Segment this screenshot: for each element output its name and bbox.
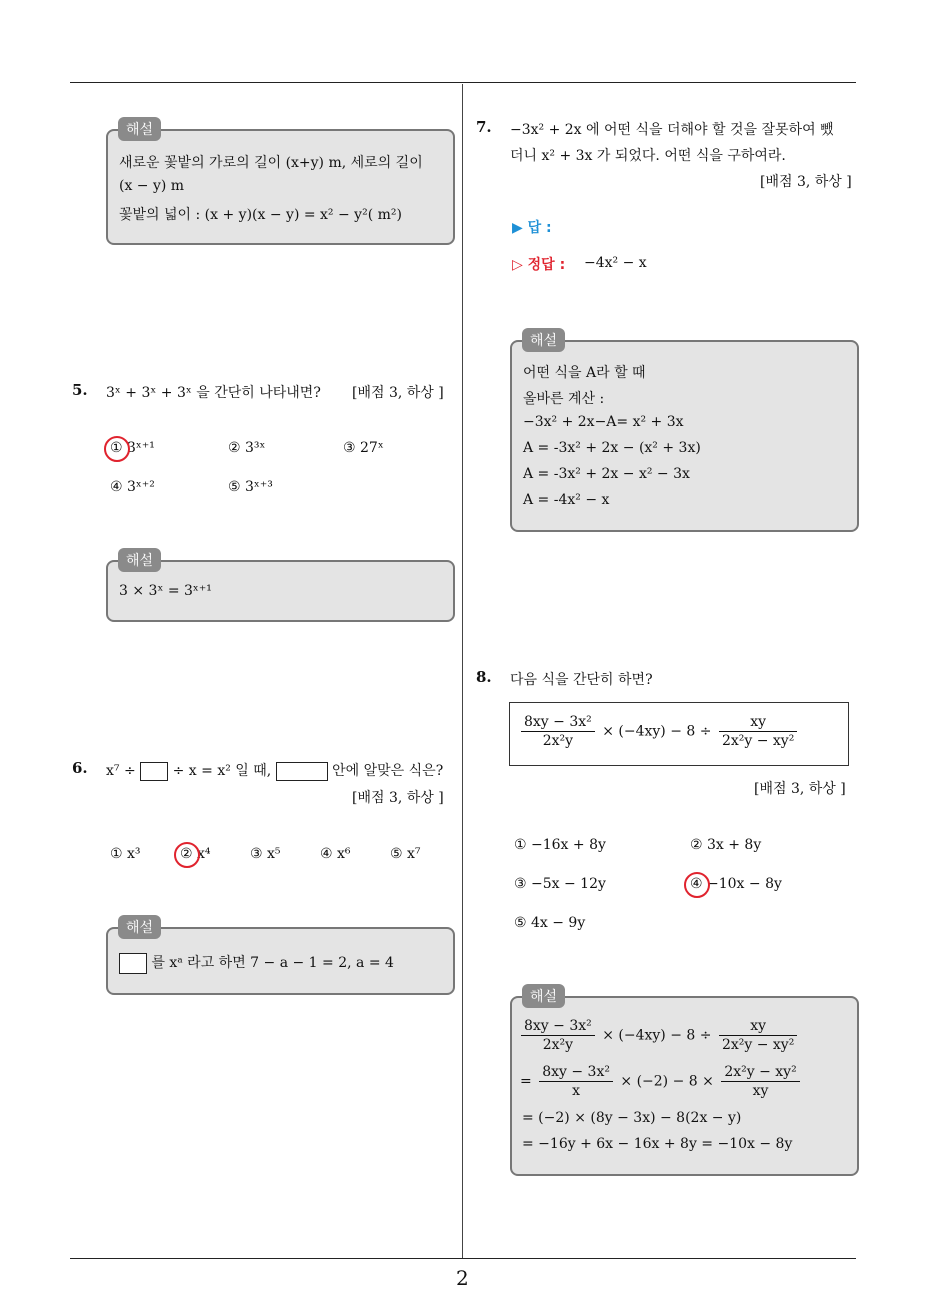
choice-5[interactable]: ⑤ 3ˣ⁺³	[228, 479, 273, 495]
solution-part: × (−4xy) − 8 ÷	[602, 1027, 712, 1044]
question-part: x⁷ ÷	[106, 763, 136, 779]
solution-part: =	[520, 1073, 532, 1090]
solution-text: 꽃밭의 넓이 : (x + y)(x − y) = x² − y²( m²)	[119, 207, 402, 223]
question-text: 더니 x² + 3x 가 되었다. 어떤 식을 구하여라.	[510, 148, 786, 164]
solution-text: 어떤 식을 A라 할 때	[523, 365, 646, 381]
solution-tag: 해설	[522, 328, 565, 352]
solution-tag: 해설	[118, 117, 161, 141]
solution-text: A = -4x² − x	[523, 492, 610, 508]
question-number: 6.	[72, 759, 88, 777]
fraction: $\frac{\text{8xy − 3x²}}{\text{2x²y}}$	[521, 1017, 595, 1054]
choice-5[interactable]: ⑤ 4x − 9y	[514, 915, 586, 931]
choice-5[interactable]: ⑤ x⁷	[390, 846, 421, 862]
solution-line	[520, 1063, 803, 1100]
answer-label: ▶ 답 :	[512, 220, 552, 236]
fraction: $\frac{\text{8xy − 3x²}}{x}$	[539, 1063, 613, 1100]
choice-2[interactable]: ② 3x + 8y	[690, 837, 762, 853]
solution-text	[119, 952, 394, 974]
question-part: ÷ x = x² 일 때,	[172, 763, 272, 779]
points-label: [배점 3, 하상 ]	[760, 174, 852, 190]
choice-2[interactable]: ② x⁴	[180, 846, 211, 862]
solution-text: −3x² + 2x−A= x² + 3x	[523, 414, 684, 430]
answer-circle-mark	[684, 872, 710, 898]
bottom-rule	[70, 1258, 856, 1259]
question-text: 다음 식을 간단히 하면?	[510, 672, 653, 688]
blank-box	[140, 762, 168, 781]
points-label: [배점 3, 하상 ]	[352, 385, 444, 401]
question-text: −3x² + 2x 에 어떤 식을 더해야 할 것을 잘못하여 뺐	[510, 122, 834, 138]
choice-1[interactable]: ① −16x + 8y	[514, 837, 606, 853]
answer-circle-mark	[174, 842, 200, 868]
fraction: $\frac{\text{8xy − 3x²}}{\text{2x²y}}$	[521, 713, 595, 750]
solution-text: A = -3x² + 2x − x² − 3x	[523, 466, 690, 482]
column-divider	[462, 84, 463, 1258]
choice-4[interactable]: ④ −10x − 8y	[690, 876, 782, 892]
correct-answer-value: −4x² − x	[584, 255, 647, 271]
question-text	[106, 760, 443, 781]
choice-3[interactable]: ③ x⁵	[250, 846, 281, 862]
solution-text: A = -3x² + 2x − (x² + 3x)	[523, 440, 701, 456]
blank-box	[276, 762, 328, 781]
solution-text: 3 × 3ˣ = 3ˣ⁺¹	[119, 583, 212, 599]
solution-tag: 해설	[522, 984, 565, 1008]
answer-circle-mark	[104, 436, 130, 462]
solution-part: × (−2) − 8 ×	[620, 1073, 714, 1090]
choice-4[interactable]: ④ x⁶	[320, 846, 351, 862]
blank-box	[119, 953, 147, 974]
solution-text: (x − y) m	[119, 178, 185, 194]
question-number: 5.	[72, 381, 88, 399]
choice-2[interactable]: ② 3³ˣ	[228, 440, 266, 456]
solution-tag: 해설	[118, 548, 161, 572]
question-text: 3ˣ + 3ˣ + 3ˣ 을 간단히 나타내면?	[106, 385, 321, 401]
correct-answer-label: ▷ 정답 :	[512, 257, 566, 273]
points-label: [배점 3, 하상 ]	[352, 790, 444, 806]
fraction: $\frac{\text{2x²y − xy²}}{xy}$	[721, 1063, 799, 1100]
question-number: 7.	[476, 118, 492, 136]
top-rule	[70, 82, 856, 83]
question-part: 안에 알맞은 식은?	[332, 763, 444, 779]
solution-line	[518, 1017, 800, 1054]
choice-1[interactable]: ① x³	[110, 846, 141, 862]
solution-tag: 해설	[118, 915, 161, 939]
choice-1[interactable]: ① 3ˣ⁺¹	[110, 440, 155, 456]
solution-text: 새로운 꽃밭의 가로의 길이 (x+y) m, 세로의 길이	[119, 155, 423, 171]
solution-text: 올바른 계산 :	[523, 391, 605, 407]
solution-text: = −16y + 6x − 16x + 8y = −10x − 8y	[522, 1136, 793, 1152]
fraction: $\frac{xy}{\text{2x²y − xy²}}$	[719, 1017, 797, 1054]
question-number: 8.	[476, 668, 492, 686]
choice-3[interactable]: ③ −5x − 12y	[514, 876, 606, 892]
choice-3[interactable]: ③ 27ˣ	[343, 440, 384, 456]
choice-4[interactable]: ④ 3ˣ⁺²	[110, 479, 155, 495]
solution-part: 를 xᵃ 라고 하면 7 − a − 1 = 2, a = 4	[151, 955, 394, 971]
fraction: $\frac{xy}{\text{2x²y − xy²}}$	[719, 713, 797, 750]
page-number: 2	[456, 1266, 469, 1290]
points-label: [배점 3, 하상 ]	[754, 781, 846, 797]
expression	[518, 713, 800, 750]
expression-part: × (−4xy) − 8 ÷	[602, 723, 712, 740]
solution-text: = (−2) × (8y − 3x) − 8(2x − y)	[522, 1110, 742, 1126]
